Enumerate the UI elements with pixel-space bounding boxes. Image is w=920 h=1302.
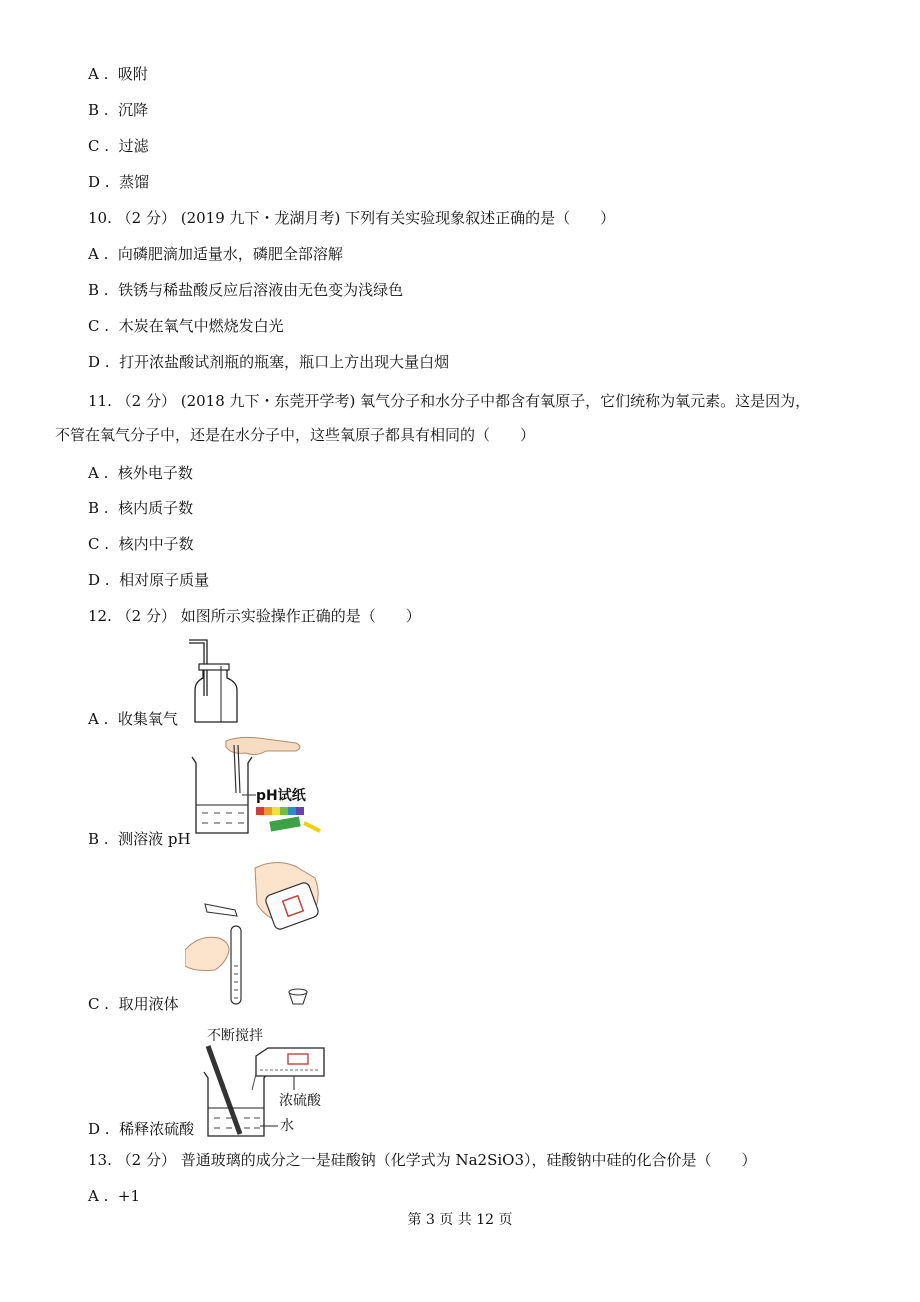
option-text: 稀释浓硫酸 [119,1120,195,1138]
q11-option-d [88,570,209,590]
question-text: （2 分） 普通玻璃的成分之一是硅酸钠（化学式为 Na2SiO3），硅酸钠中硅的化合价是（ ） [116,1151,757,1169]
option-letter: D . [88,571,110,589]
stir-label: 不断搅拌 [207,1028,263,1044]
q11-option-a [88,463,193,483]
q9-option-d [88,172,149,192]
q9-option-a [88,64,148,84]
option-text: 测溶液 pH [118,830,191,848]
option-text: 过滤 [118,137,149,155]
question-text: （2 分） (2018 九下・东莞开学考) 氧气分子和水分子中都含有氧原子，它们统称为氧元素。这是因为， [116,392,811,410]
option-text: 向磷肥滴加适量水，磷肥全部溶解 [117,245,343,263]
question-11-continued [55,425,535,445]
q11-option-c [88,534,194,554]
q10-option-c [88,316,284,336]
option-letter: A . [88,1187,109,1205]
q12-option-a [88,709,178,729]
q9-option-b [88,100,148,120]
option-text: 打开浓盐酸试剂瓶的瓶塞，瓶口上方出现大量白烟 [119,353,450,371]
ph-paper-label: pH试纸 [256,788,306,804]
q10-option-d [88,352,449,372]
acid-dilution-figure [190,1040,350,1140]
option-text: 核内质子数 [118,499,194,517]
q12-option-b [88,829,191,849]
option-text: 核内中子数 [118,535,194,553]
acid-label: 浓硫酸 [279,1093,321,1109]
question-number: 11. [88,392,112,410]
question-11 [88,391,810,411]
question-12 [88,606,421,626]
question-number: 13. [88,1151,112,1169]
option-text: 收集氧气 [117,710,178,728]
q11-option-b [88,498,193,518]
question-number: 12. [88,607,112,625]
option-letter: D . [88,1120,110,1138]
option-letter: A . [88,245,109,263]
option-letter: B . [88,281,109,299]
option-text: 沉降 [118,101,149,119]
option-letter: C . [88,995,110,1013]
q12-option-c [88,994,179,1014]
option-letter: D . [88,353,110,371]
option-letter: B . [88,830,109,848]
option-letter: C . [88,535,110,553]
question-number: 10. [88,209,112,227]
question-text: （2 分） (2019 九下・龙湖月考) 下列有关实验现象叙述正确的是（ ） [116,209,616,227]
option-text: 铁锈与稀盐酸反应后溶液由无色变为浅绿色 [118,281,404,299]
option-text: +1 [117,1187,141,1205]
question-text: （2 分） 如图所示实验操作正确的是（ ） [116,607,421,625]
water-label: 水 [280,1118,294,1134]
q10-option-a [88,244,343,264]
question-13 [88,1150,757,1170]
option-letter: D . [88,173,110,191]
option-letter: C . [88,317,110,335]
gas-collection-bottle-figure [185,636,245,726]
q9-option-c [88,136,149,156]
option-letter: A . [88,710,109,728]
q12-option-d [88,1119,194,1139]
q10-option-b [88,280,403,300]
page-footer: 第 3 页 共 12 页 [407,1212,513,1228]
option-text: 核外电子数 [117,464,193,482]
option-text: 蒸馏 [119,173,150,191]
option-text: 取用液体 [118,995,179,1013]
option-letter: B . [88,499,109,517]
option-text: 吸附 [117,65,148,83]
option-text: 相对原子质量 [119,571,210,589]
option-letter: A . [88,65,109,83]
question-10 [88,208,615,228]
option-letter: B . [88,101,109,119]
question-text: 不管在氧气分子中，还是在水分子中，这些氧原子都具有相同的（ ） [55,426,536,444]
option-letter: C . [88,137,110,155]
option-letter: A . [88,464,109,482]
q13-option-a [88,1186,140,1206]
option-text: 木炭在氧气中燃烧发白光 [118,317,284,335]
liquid-pouring-figure [185,858,335,1018]
